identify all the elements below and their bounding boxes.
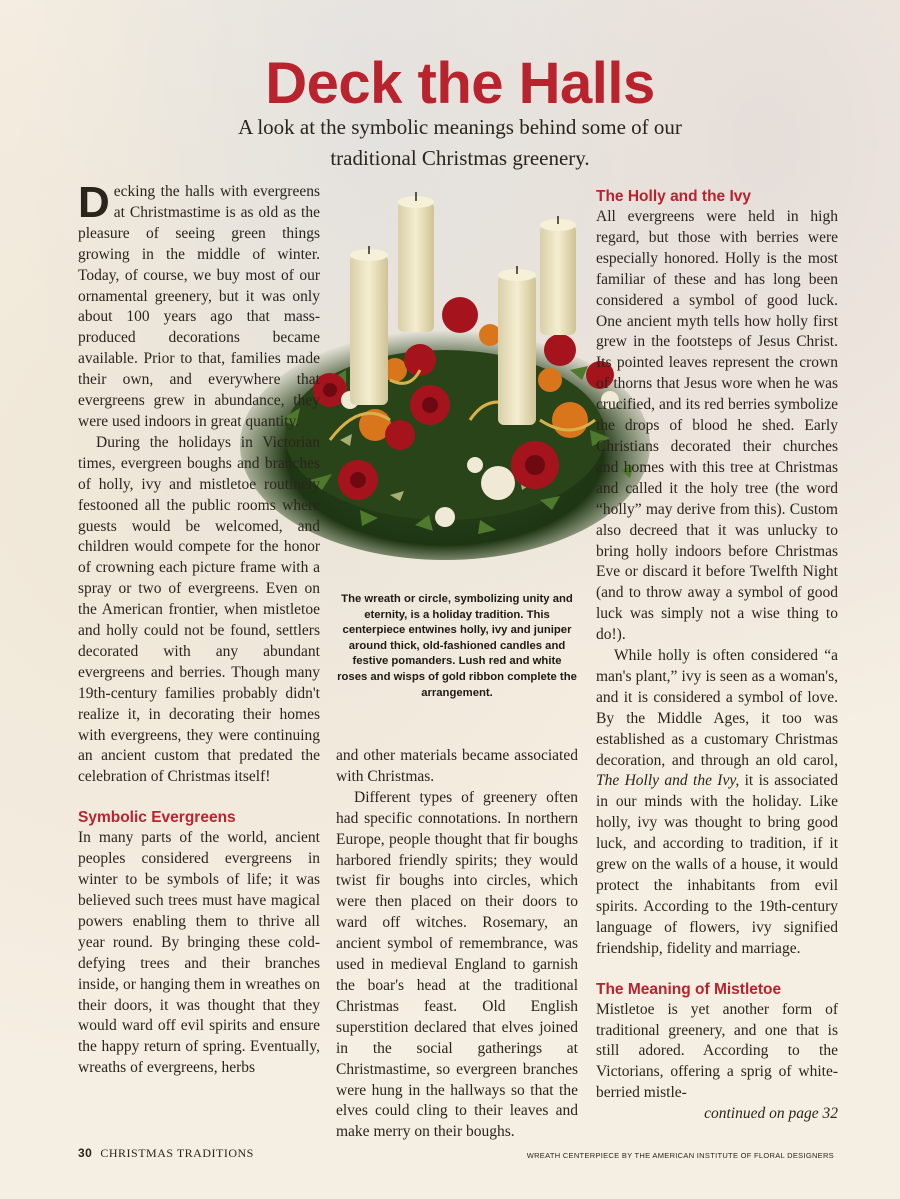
mistletoe-paragraph: Mistletoe is yet another form of traditional greenery, and one that is still adored. According to the Victorians, offering a sprig of white-berried mistle- bbox=[596, 1000, 838, 1102]
holly-paragraph: All evergreens were held in high regard, but those with berries were especially honored. Holly is the most familiar of these and has long been considered a symbol of good luck. One ancient myth tells how holly first grew in the footsteps of Jesus Christ. Its pointed leaves represent the crown of thorns that Jesus wore when he was crucified, and its red berries symbolize the drops of blood he shed. Early Christians decorated their churches and homes with this tree at Christmas and called it the holy tree (the word “holly” may derive from this). Custom also decreed that it was unlucky to bring holly indoors before Christmas Eve or discard it before Twelfth Night (and to throw away a symbol of good luck was simply not a wise thing to do!). bbox=[596, 208, 838, 644]
victorian-paragraph: During the holidays in Victorian times, evergreen boughs and branches of holly, ivy and mistletoe routinely festooned all the public rooms where guests would be welcomed, and children would compete for the honor of crowning each picture frame with a spray or two of evergreens. Even on the American frontier, when mistletoe and holly could not be found, settlers decorated with any abundant evergreens and berries. Though many 19th-century families probably didn't realize it, in decorating their homes with evergreens, they were continuing an ancient custom that predated the celebration of Christmas itself! bbox=[78, 433, 320, 786]
ivy-paragraph: While holly is often considered “a man's plant,” ivy is seen as a woman's, and it is considered a symbol of love. By the Middle Ages, it too was established as a customary Christmas decoration, and through an old carol, The Holly and the Ivy, it is associated in our minds with the holiday. Like holly, ivy was thought to bring good luck, and according to tradition, if it grew on the walls of a house, it would protect the inhabitants from evil spirits. According to the 19th-century language of flowers, ivy signified friendship, fidelity and marriage. bbox=[596, 647, 838, 957]
page-footer bbox=[78, 1146, 254, 1161]
drop-cap: D bbox=[78, 178, 110, 227]
continued-link[interactable]: continued on page 32 bbox=[704, 1105, 838, 1123]
heading-meaning-of-mistletoe: The Meaning of Mistletoe bbox=[596, 980, 782, 998]
column-left bbox=[78, 178, 320, 1079]
photo-caption: The wreath or circle, symbolizing unity and eternity, is a holiday tradition. This centerpiece entwines holly, ivy and juniper around thick, old-fashioned candles and festive pomanders. Lush red and white roses and wisps of gold ribbon complete the arrangement. bbox=[337, 593, 577, 699]
page-number: 30 bbox=[78, 1146, 93, 1160]
carol-title: The Holly and the Ivy, bbox=[596, 772, 740, 790]
symbolic-paragraph: In many parts of the world, ancient peoples considered evergreens in winter to be symbols of life; it was believed such trees must have magical powers enabling them to thrive all year round. By bringing these cold-defying trees and their branches inside, or hanging them in wreathes on their doors, it was thought that they would ward off evil spirits and ensure the happy return of spring. Eventually, wreaths of evergreens, herbs bbox=[78, 829, 320, 1077]
intro-paragraph-text: ecking the halls with evergreens at Christmastime is as old as the pleasure of seeing green things growing in the middle of winter. Today, of course, we buy most of our ornamental greenery, but it was only about 100 years ago that mass-produced decorations became available. Prior to that, families made their own, and everywhere that evergreens grew in abundance, they were used indoors in great quantity. bbox=[78, 183, 320, 430]
column-middle bbox=[336, 746, 578, 1143]
intro-paragraph bbox=[78, 178, 320, 433]
heading-symbolic-evergreens: Symbolic Evergreens bbox=[78, 809, 236, 827]
symbolic-paragraph-continued: and other materials became associated with Christmas. bbox=[336, 747, 578, 785]
photo-credit: WREATH CENTERPIECE BY THE AMERICAN INSTITUTE OF FLORAL DESIGNERS bbox=[526, 1151, 834, 1160]
heading-holly-and-ivy: The Holly and the Ivy bbox=[596, 188, 752, 205]
greenery-types-paragraph: Different types of greenery often had specific connotations. In northern Europe, people thought that fir boughs harbored friendly spirits; they would twist fir boughs into circles, which were then placed on their doors to ward off witches. Rosemary, an ancient symbol of remembrance, was used in medieval England to garnish the boar's head at the traditional Christmas feast. Old English superstition declared that elves joined in the social gatherings at Christmastime, so evergreen branches were hung in the hallways so that the elves could cling to their leaves and make merry on their boughs. bbox=[336, 788, 578, 1141]
article-subtitle: A look at the symbolic meanings behind some of our traditional Christmas greenery. bbox=[238, 115, 682, 170]
publication-name: CHRISTMAS TRADITIONS bbox=[100, 1146, 254, 1160]
column-right bbox=[596, 187, 838, 1125]
article-title: Deck the Halls bbox=[265, 51, 655, 116]
